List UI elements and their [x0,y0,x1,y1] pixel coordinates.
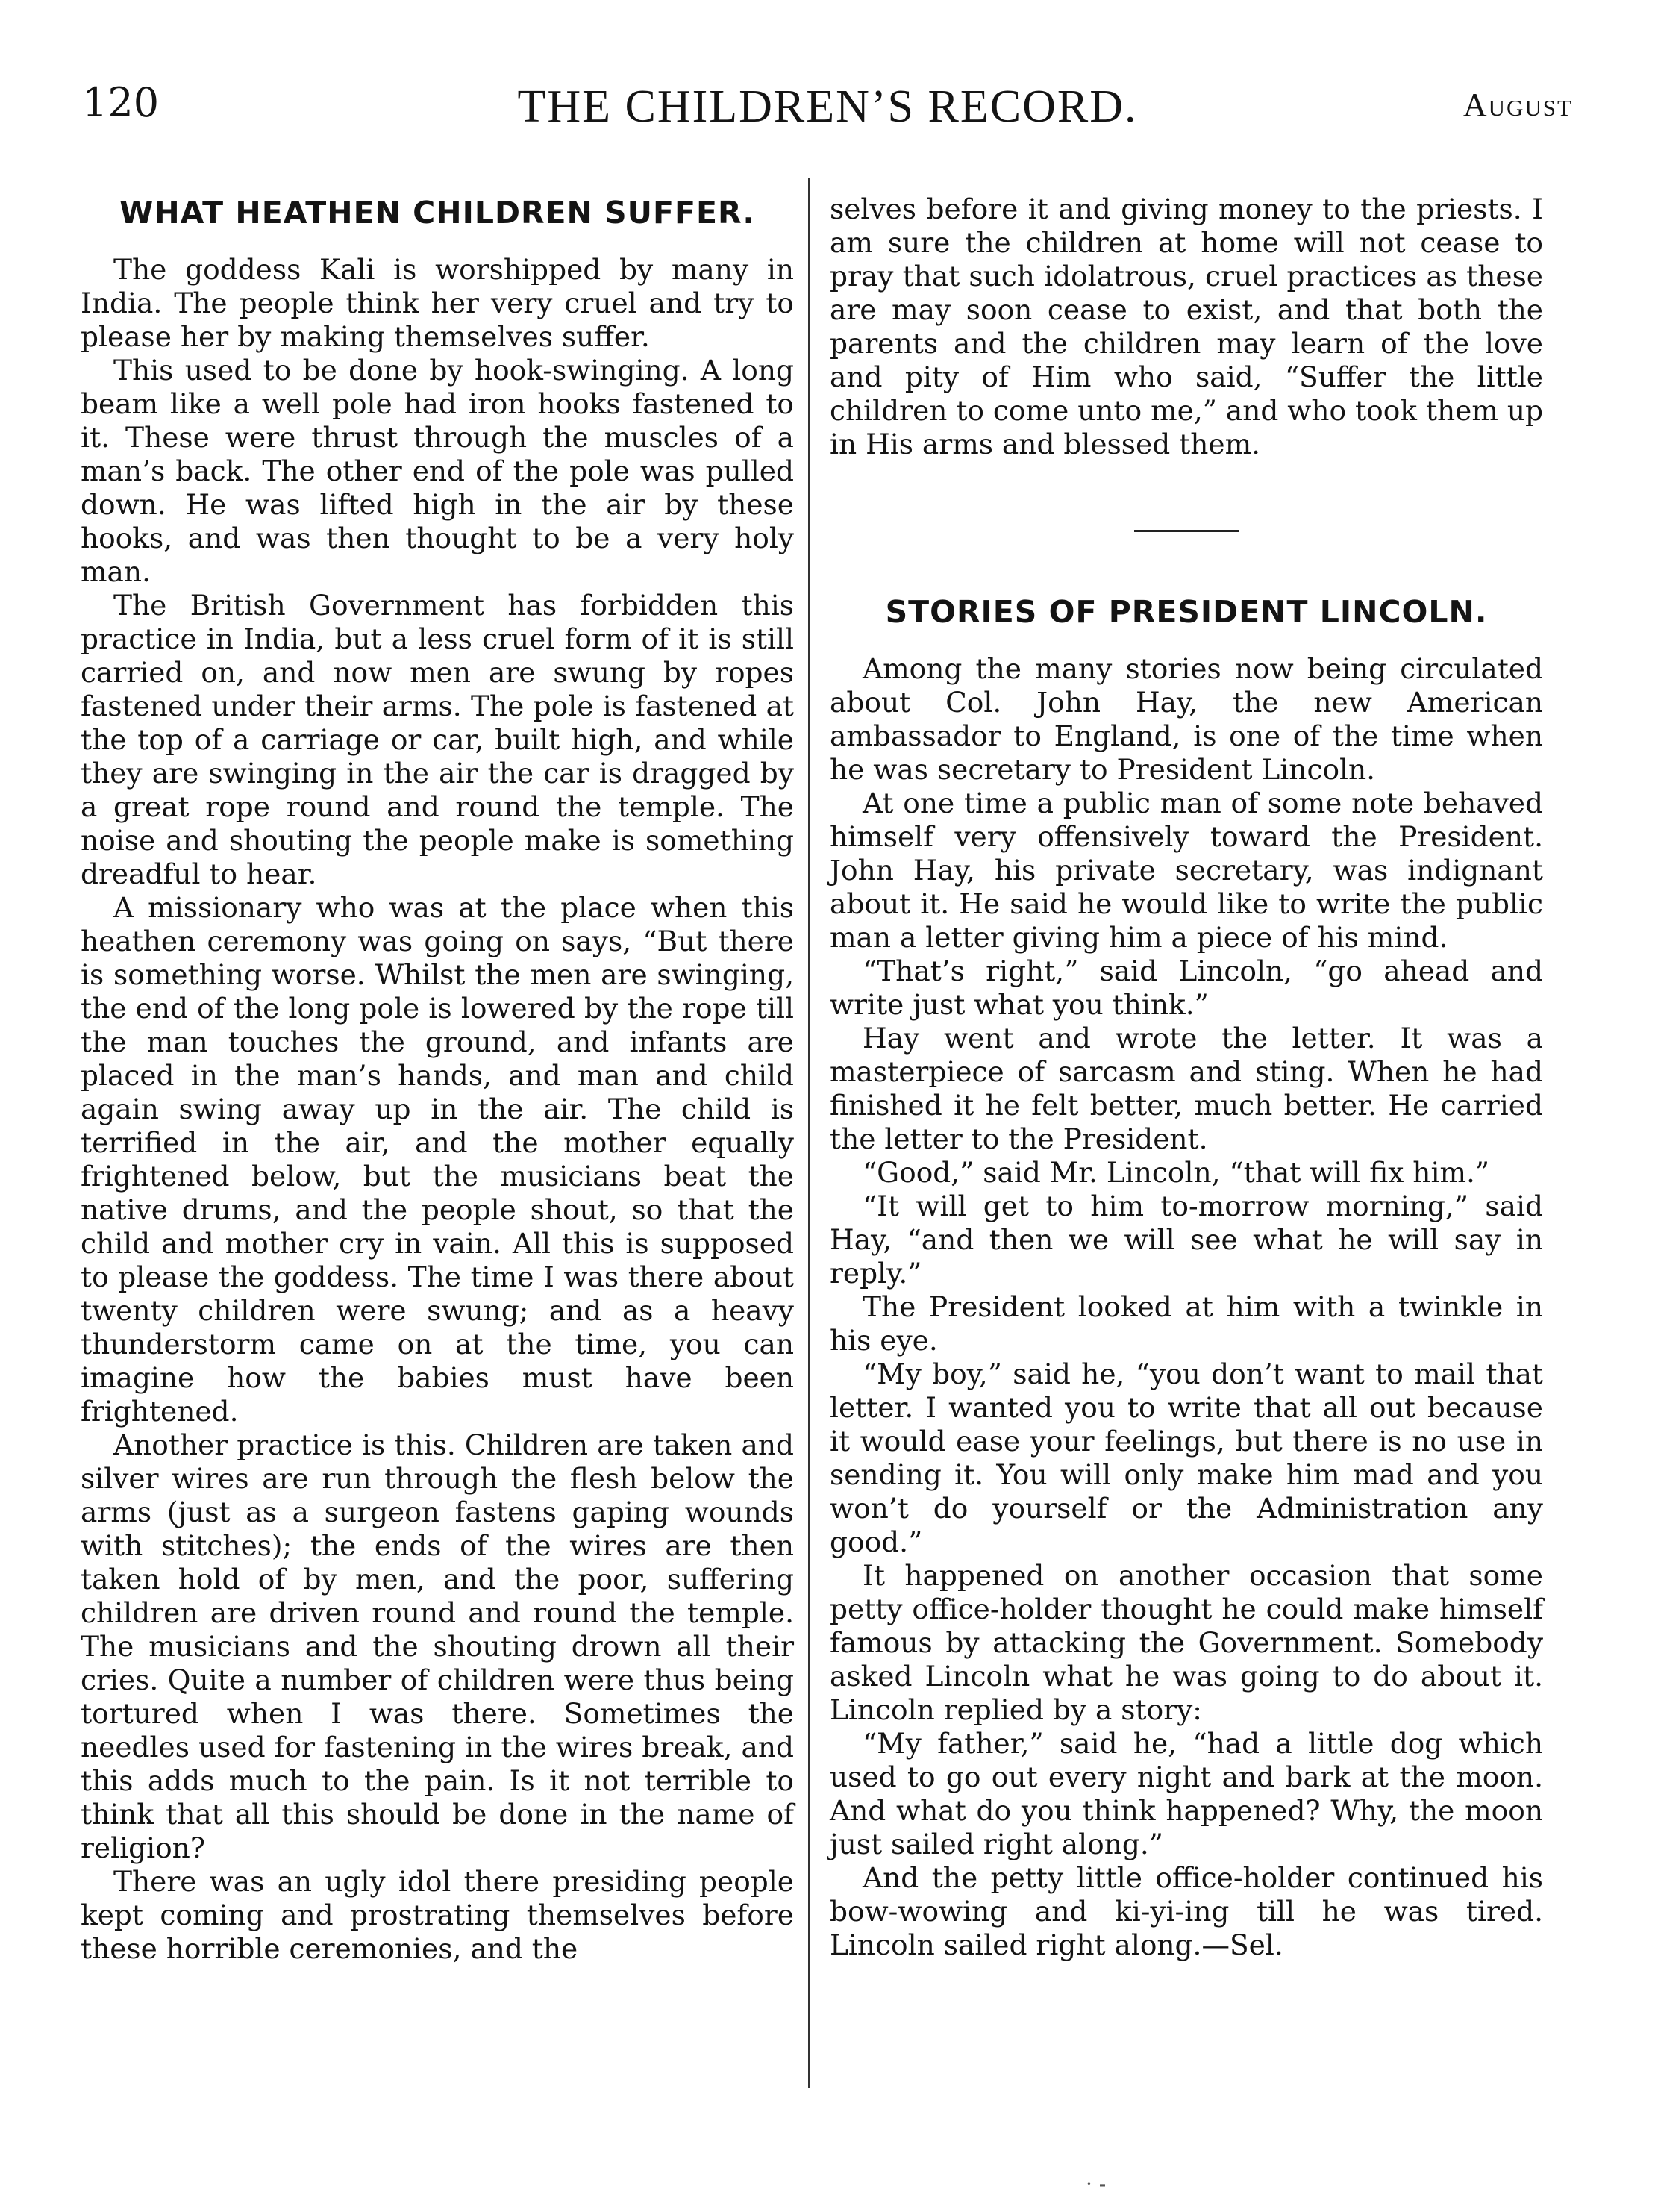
paragraph: A missionary who was at the place when this heathen ceremony was going on says, “But there is something worse. Whilst the men are swinging, the end of the long pole is lowered by the rope till the man touches the ground, and infants are placed in the man’s hands, and man and child again swing away up in the air. The child is terrified in the air, and the mother equally frightened below, but the musicians beat the native drums, and the people shout, so that the child and mother cry in vain. All this is supposed to please the goddess. The time I was there about twenty children were swung; and as a heavy thunderstorm came on at the time, you can imagine how the babies must have been frightened. [81,891,794,1428]
paragraph: Another practice is this. Children are taken and silver wires are run through the flesh below the arms (just as a surgeon fastens gaping wounds with stitches); the ends of the wires are then taken hold of by men, and the poor, suffering children are driven round and round the temple. The musicians and the shouting drown all their cries. Quite a number of children were thus being tortured when I was there. Sometimes the needles used for fastening in the wires break, and this adds much to the pain. Is it not terrible to think that all this should be done in the name of religion? [81,1428,794,1864]
paragraph: And the petty little office-holder continued his bow-wowing and ki-yi-ing till he was tired. Lincoln sailed right along.—Sel. [830,1861,1543,1961]
paragraph: “My father,” said he, “had a little dog which used to go out every night and bark at the moon. And what do you think happened? Why, the moon just sailed right along.” [830,1727,1543,1860]
print-mark: · - [1086,2172,1107,2196]
paragraph: Hay went and wrote the letter. It was a masterpiece of sarcasm and sting. When he had finished it he felt better, much better. He carried the letter to the President. [830,1022,1543,1155]
paragraph: “That’s right,” said Lincoln, “go ahead and write just what you think.” [830,955,1543,1021]
paragraph: The goddess Kali is worshipped by many in India. The people think her very cruel and try to please her by making themselves suffer. [81,253,794,353]
journal-title: THE CHILDREN’S RECORD. [517,81,1138,132]
column-divider [808,178,810,2088]
page-number: 120 [82,79,160,126]
paragraph: “It will get to him to-morrow morning,” said Hay, “and then we will see what he will say in reply.” [830,1190,1543,1290]
continued-paragraph: selves before it and giving money to the priests. I am sure the children at home will not cease to pray that such idolatrous, cruel practices as these are may soon cease to exist, and that both the parents and the children may learn of the love and pity of Him who said, “Suffer the little children to come unto me,” and who took them up in His arms and blessed them. [830,193,1543,460]
page-header [0,0,1655,149]
paragraph: Among the many stories now being circulated about Col. John Hay, the new American ambassador to England, is one of the time when he was secretary to President Lincoln. [830,652,1543,786]
article-title-lincoln: STORIES OF PRESIDENT LINCOLN. [885,594,1488,630]
paragraph: “My boy,” said he, “you don’t want to mail that letter. I wanted you to write that all out because it would ease your feelings, but there is no use in sending it. You will only make him mad and you won’t do yourself or the Administration any good.” [830,1357,1543,1558]
paragraph: The President looked at him with a twinkle in his eye. [830,1290,1543,1357]
paragraph: It happened on another occasion that some petty office-holder thought he could make himself famous by attacking the Government. Somebody asked Lincoln what he was going to do about it. Lincoln replied by a story: [830,1559,1543,1726]
left-column [81,193,794,1966]
paragraph: There was an ugly idol there presiding people kept coming and prostrating themselves before these horrible ceremonies, and the [81,1865,794,1965]
article-title-heathen-children: WHAT HEATHEN CHILDREN SUFFER. [119,195,755,231]
paragraph: At one time a public man of some note behaved himself very offensively toward the President. John Hay, his private secretary, was indignant about it. He said he would like to write the public man a letter giving him a piece of his mind. [830,787,1543,954]
right-column [830,193,1543,1962]
paragraph: This used to be done by hook-swinging. A long beam like a well pole had iron hooks fastened to it. These were thrust through the muscles of a man’s back. The other end of the pole was pulled down. He was lifted high in the air by these hooks, and was then thought to be a very holy man. [81,354,794,588]
paragraph: The British Government has forbidden this practice in India, but a less cruel form of it is still carried on, and now men are swung by ropes fastened under their arms. The pole is fastened at the top of a carriage or car, built high, and while they are swinging in the air the car is dragged by a great rope round and round the temple. The noise and shouting the people make is something dreadful to hear. [81,589,794,890]
section-separator [1134,530,1239,532]
paragraph: “Good,” said Mr. Lincoln, “that will fix him.” [863,1156,1490,1189]
issue-month: August [1462,87,1573,123]
